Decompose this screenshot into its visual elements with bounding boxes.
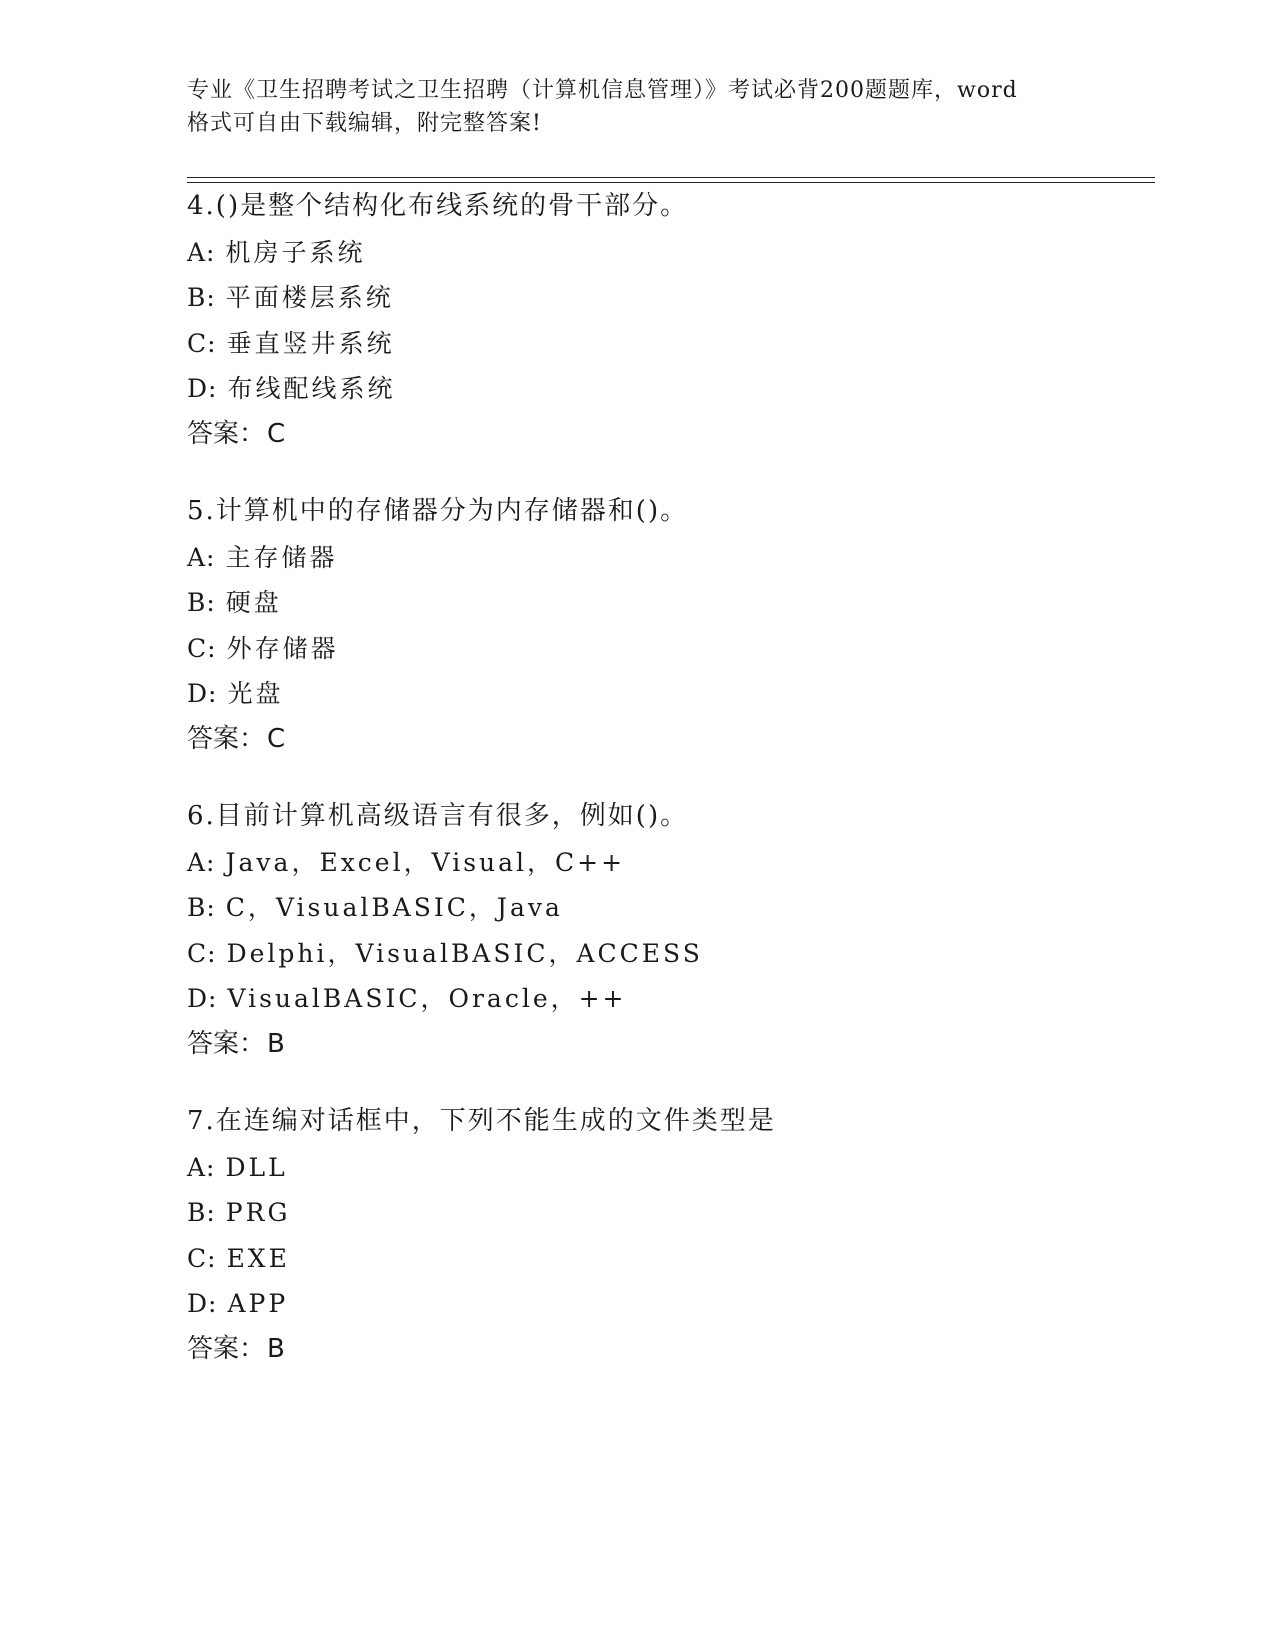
answer-value: C [267, 418, 286, 449]
question-block [187, 1099, 1147, 1372]
option-letter: B: [187, 588, 216, 617]
option-letter: A: [187, 847, 216, 877]
option-text: 硬盘 [225, 588, 282, 617]
option-text: DLL [225, 1152, 288, 1182]
question-stem: 5.计算机中的存储器分为内存储器和()。 [187, 496, 689, 526]
option-text: PRG [225, 1198, 291, 1227]
option-b [187, 885, 1147, 931]
question-stem: 6.目前计算机高级语言有很多，例如()。 [187, 801, 689, 831]
option-letter: B: [187, 893, 216, 922]
header-divider-bottom [187, 182, 1155, 183]
question-stem: 4.()是整个结构化布线系统的骨干部分。 [187, 191, 689, 221]
option-text: EXE [226, 1243, 290, 1273]
option-letter: A: [187, 237, 216, 267]
answer-value: B [267, 1028, 285, 1059]
option-text: 光盘 [227, 679, 284, 708]
question-block [187, 489, 1147, 762]
option-c [187, 321, 1147, 367]
option-b [187, 275, 1147, 321]
option-d [187, 671, 1147, 717]
option-b [187, 1190, 1147, 1236]
option-letter: C: [187, 1243, 217, 1273]
answer-label: 答案： [187, 418, 266, 449]
option-a [187, 535, 1147, 581]
option-letter: D: [187, 374, 218, 403]
option-a [187, 840, 1147, 886]
option-text: C，VisualBASIC，Java [225, 893, 563, 922]
option-text: 平面楼层系统 [225, 283, 394, 312]
option-text: 机房子系统 [225, 237, 366, 267]
question-block [187, 794, 1147, 1067]
header-line-2: 格式可自由下载编辑，附完整答案! [187, 111, 542, 136]
option-text: 布线配线系统 [227, 374, 396, 403]
header-line-1: 专业《卫生招聘考试之卫生招聘（计算机信息管理）》考试必背200题题库，word [187, 78, 1018, 103]
option-text: 外存储器 [226, 633, 339, 663]
option-b [187, 580, 1147, 626]
option-text: Delphi，VisualBASIC，ACCESS [226, 938, 703, 968]
answer-value: C [267, 723, 286, 754]
question-block [187, 184, 1147, 457]
option-c [187, 1236, 1147, 1282]
option-letter: D: [187, 984, 218, 1013]
option-text: VisualBASIC，Oracle，++ [227, 984, 627, 1013]
answer-value: B [267, 1333, 285, 1364]
answer-line [187, 1327, 1147, 1373]
option-d [187, 976, 1147, 1022]
option-letter: B: [187, 1198, 216, 1227]
option-letter: C: [187, 633, 217, 663]
option-text: 垂直竖井系统 [226, 328, 395, 358]
option-text: Java，Excel，Visual，C++ [225, 847, 626, 877]
answer-line [187, 412, 1147, 458]
question-stem: 7.在连编对话框中，下列不能生成的文件类型是 [187, 1106, 776, 1136]
option-letter: D: [187, 1289, 218, 1318]
option-a [187, 230, 1147, 276]
option-letter: D: [187, 679, 218, 708]
document-header [187, 74, 1087, 140]
option-d [187, 366, 1147, 412]
answer-line [187, 717, 1147, 763]
option-text: 主存储器 [225, 542, 338, 572]
option-letter: A: [187, 1152, 216, 1182]
option-a [187, 1145, 1147, 1191]
answer-label: 答案： [187, 1333, 266, 1364]
option-letter: B: [187, 283, 216, 312]
answer-label: 答案： [187, 723, 266, 754]
answer-line [187, 1022, 1147, 1068]
answer-label: 答案： [187, 1028, 266, 1059]
option-letter: C: [187, 938, 217, 968]
option-d [187, 1281, 1147, 1327]
header-divider-top [187, 177, 1155, 178]
option-letter: C: [187, 328, 217, 358]
option-letter: A: [187, 542, 216, 572]
option-text: APP [227, 1289, 289, 1318]
option-c [187, 626, 1147, 672]
option-c [187, 931, 1147, 977]
